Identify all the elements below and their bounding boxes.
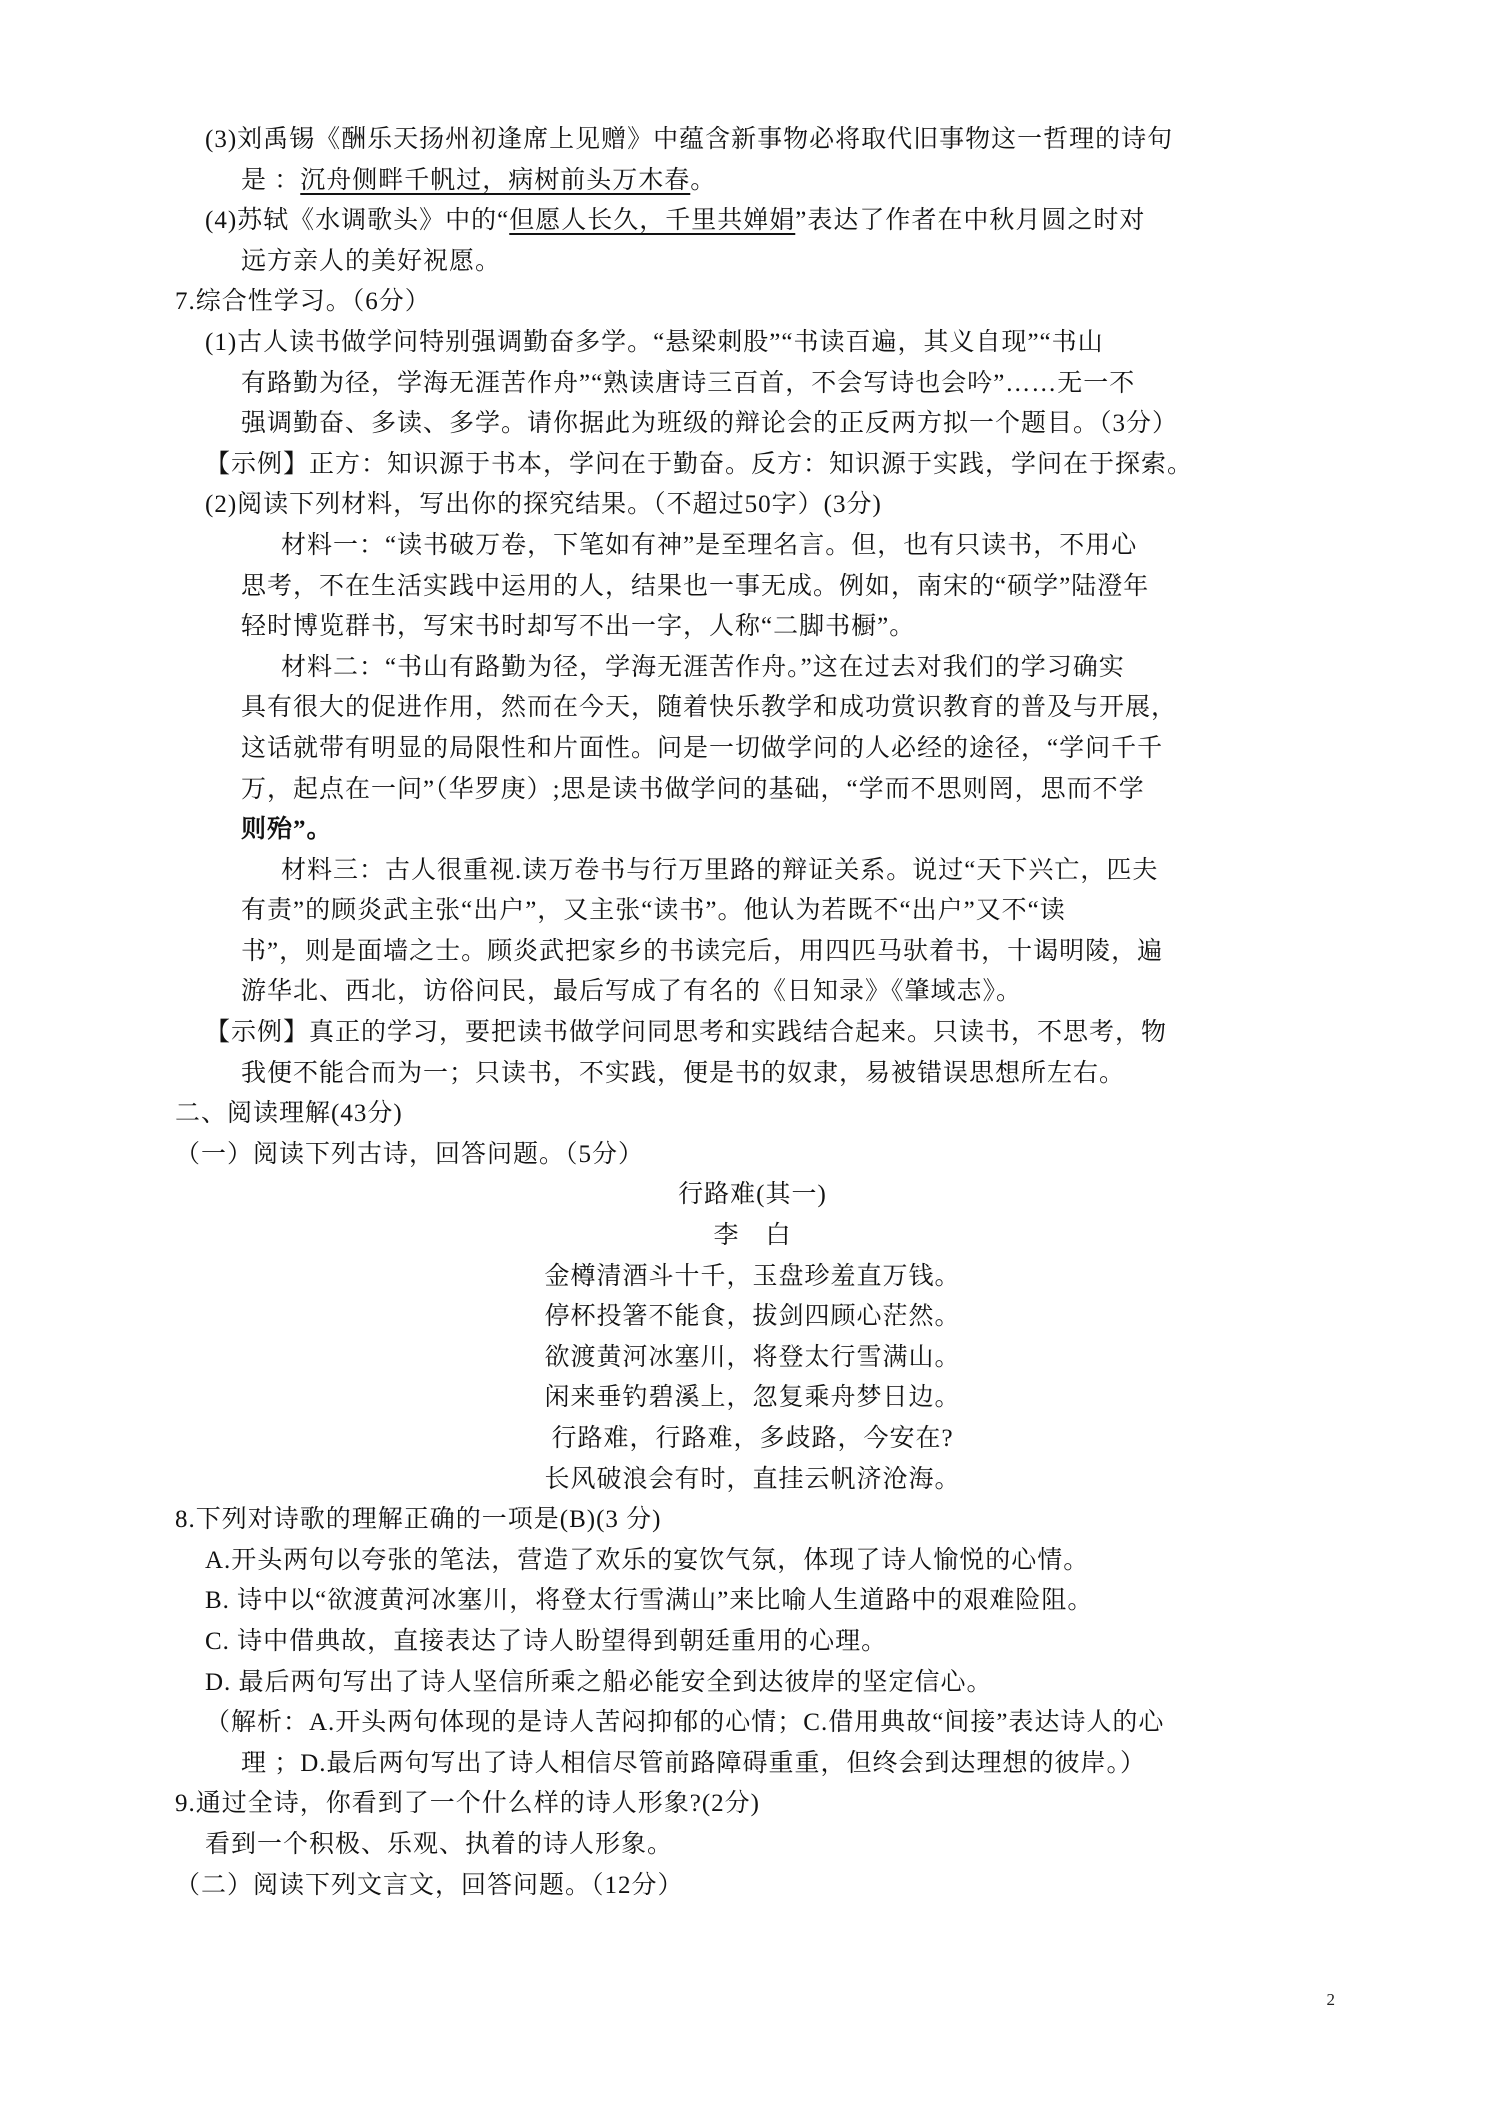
text-line <box>175 688 1330 729</box>
text-line <box>175 891 1330 932</box>
text-segment: (4)苏轼《水调歌头》中的“ <box>205 207 510 235</box>
text-segment: 材料二：“书山有路勤为径，学海无涯苦作舟。”这在过去对我们的学习确实 <box>281 653 1125 681</box>
text-segment: 停杯投箸不能食，拔剑四顾心茫然。 <box>544 1303 961 1331</box>
text-segment: 有路勤为径，学海无涯苦作舟”“熟读唐诗三百首，不会写诗也会吟”……无一不 <box>241 369 1136 397</box>
page-number: 2 <box>1326 1990 1335 2009</box>
text-line <box>175 120 1330 161</box>
text-segment: 强调勤奋、多读、多学。请你据此为班级的辩论会的正反两方拟一个题目。（3分） <box>241 410 1179 438</box>
text-segment: 书”，则是面墙之士。顾炎武把家乡的书读完后，用四匹马驮着书，十谒明陵，遍 <box>241 937 1164 965</box>
text-line <box>175 932 1330 973</box>
text-line <box>175 1216 1330 1257</box>
text-line <box>175 1460 1330 1501</box>
text-line <box>175 323 1330 364</box>
text-segment: (1)古人读书做学问特别强调勤奋多学。“悬梁刺股”“书读百遍，其义自现”“书山 <box>205 328 1104 356</box>
text-segment: 长风破浪会有时，直挂云帆济沧海。 <box>544 1465 961 1493</box>
text-segment: 【示例】正方：知识源于书本，学问在于勤奋。反方：知识源于实践，学问在于探索。 <box>205 450 1194 478</box>
text-line <box>175 1378 1330 1419</box>
underlined-answer-text: 沉舟侧畔千帆过，病树前头万木春 <box>300 166 691 194</box>
text-line <box>175 1784 1330 1825</box>
text-segment: 7.综合性学习。（6分） <box>175 288 431 316</box>
underlined-answer-text: 但愿人长久，千里共婵娟 <box>509 207 796 235</box>
text-line <box>175 1257 1330 1298</box>
text-line <box>175 1500 1330 1541</box>
text-segment: (2)阅读下列材料，写出你的探究结果。（不超过50字）(3分) <box>205 491 882 519</box>
text-line <box>175 1135 1330 1176</box>
text-segment: D. 最后两句写出了诗人坚信所乘之船必能安全到达彼岸的坚定信心。 <box>205 1668 993 1696</box>
text-line <box>175 161 1330 202</box>
text-segment: 9.通过全诗，你看到了一个什么样的诗人形象?(2分) <box>175 1790 760 1818</box>
text-line <box>175 1541 1330 1582</box>
text-line <box>175 1744 1330 1785</box>
text-segment: A.开头两句以夸张的笔法，营造了欢乐的宴饮气氛，体现了诗人愉悦的心情。 <box>205 1546 1090 1574</box>
text-segment: 有责”的顾炎武主张“出户”，又主张“读书”。他认为若既不“出户”又不“读 <box>241 897 1066 925</box>
text-line <box>175 526 1330 567</box>
text-line <box>175 1622 1330 1663</box>
text-segment: B. 诗中以“欲渡黄河冰塞川，将登太行雪满山”来比喻人生道路中的艰难险阻。 <box>205 1587 1094 1615</box>
text-segment: 闲来垂钓碧溪上，忽复乘舟梦日边。 <box>544 1384 961 1412</box>
text-segment: ”表达了作者在中秋月圆之时对 <box>795 207 1146 235</box>
text-line <box>175 607 1330 648</box>
text-line <box>175 1338 1330 1379</box>
text-line <box>175 1054 1330 1095</box>
text-segment: （二）阅读下列文言文，回答问题。（12分） <box>175 1871 684 1899</box>
text-segment: 材料一：“读书破万卷，下笔如有神”是至理名言。但，也有只读书，不用心 <box>281 531 1138 559</box>
text-line <box>175 1581 1330 1622</box>
text-line <box>175 972 1330 1013</box>
text-segment: 我便不能合而为一；只读书，不实践，便是书的奴隶，易被错误思想所左右。 <box>241 1059 1126 1087</box>
text-line <box>175 1175 1330 1216</box>
text-line <box>175 729 1330 770</box>
text-segment: 具有很大的促进作用，然而在今天，随着快乐教学和成功赏识教育的普及与开展， <box>241 694 1178 722</box>
text-line <box>175 851 1330 892</box>
text-segment: (3)刘禹锡《酬乐天扬州初逢席上见赠》中蕴含新事物必将取代旧事物这一哲理的诗句 <box>205 126 1174 153</box>
text-segment: 则殆”。 <box>241 816 333 844</box>
text-segment: 行路难，行路难，多歧路，今安在? <box>551 1425 954 1452</box>
text-segment: 游华北、西北，访俗问民，最后写成了有名的《日知录》《肇域志》。 <box>241 978 1023 1006</box>
text-segment: 轻时博览群书，写宋书时却写不出一字，人称“二脚书橱”。 <box>241 613 916 641</box>
text-line <box>175 770 1330 811</box>
text-segment: （一）阅读下列古诗，回答问题。（5分） <box>175 1140 645 1168</box>
text-line <box>175 1703 1330 1744</box>
text-line <box>175 404 1330 445</box>
text-segment: 金樽清酒斗十千，玉盘珍羞直万钱。 <box>544 1262 961 1290</box>
text-line <box>175 1297 1330 1338</box>
text-segment: 行路难(其一) <box>678 1181 827 1209</box>
text-line <box>175 648 1330 689</box>
text-line <box>175 1419 1330 1460</box>
text-line <box>175 1825 1330 1866</box>
text-line <box>175 1663 1330 1704</box>
text-segment: （解析：A.开头两句体现的是诗人苦闷抑郁的心情；C.借用典故“间接”表达诗人的心 <box>205 1709 1165 1737</box>
text-line <box>175 567 1330 608</box>
text-line <box>175 810 1330 851</box>
text-segment: 看到一个积极、乐观、执着的诗人形象。 <box>205 1830 674 1858</box>
text-segment: 万，起点在一问”（华罗庚）;思是读书做学问的基础，“学而不思则罔，思而不学 <box>241 775 1145 803</box>
text-segment: 理 ；D.最后两句写出了诗人相信尽管前路障碍重重，但终会到达理想的彼岸。） <box>241 1749 1147 1777</box>
text-segment: 远方亲人的美好祝愿。 <box>241 247 502 275</box>
text-segment: 材料三：古人很重视.读万卷书与行万里路的辩证关系。说过“天下兴亡，匹夫 <box>281 856 1159 884</box>
text-segment: 。 <box>690 166 717 194</box>
text-line <box>175 242 1330 283</box>
text-line <box>175 364 1330 405</box>
text-line <box>175 1094 1330 1135</box>
text-line <box>175 1013 1330 1054</box>
document-content <box>175 120 1330 1906</box>
text-line <box>175 201 1330 242</box>
text-line <box>175 282 1330 323</box>
text-segment: 欲渡黄河冰塞川，将登太行雪满山。 <box>544 1343 961 1371</box>
text-segment: C. 诗中借典故，直接表达了诗人盼望得到朝廷重用的心理。 <box>205 1627 888 1655</box>
text-segment: 李 白 <box>713 1222 792 1250</box>
text-segment: 8.下列对诗歌的理解正确的一项是(B)(3 分) <box>175 1506 662 1534</box>
text-line <box>175 445 1330 486</box>
text-line <box>175 485 1330 526</box>
text-line <box>175 1866 1330 1907</box>
text-segment: 思考，不在生活实践中运用的人，结果也一事无成。例如，南宋的“硕学”陆澄年 <box>241 572 1150 600</box>
text-segment: 二、阅读理解(43分) <box>175 1100 403 1128</box>
text-segment: 这话就带有明显的局限性和片面性。问是一切做学问的人必经的途径，“学问千千 <box>241 734 1164 762</box>
text-segment: 【示例】真正的学习，要把读书做学问同思考和实践结合起来。只读书，不思考，物 <box>205 1019 1168 1047</box>
text-segment: 是 ： <box>241 166 301 194</box>
